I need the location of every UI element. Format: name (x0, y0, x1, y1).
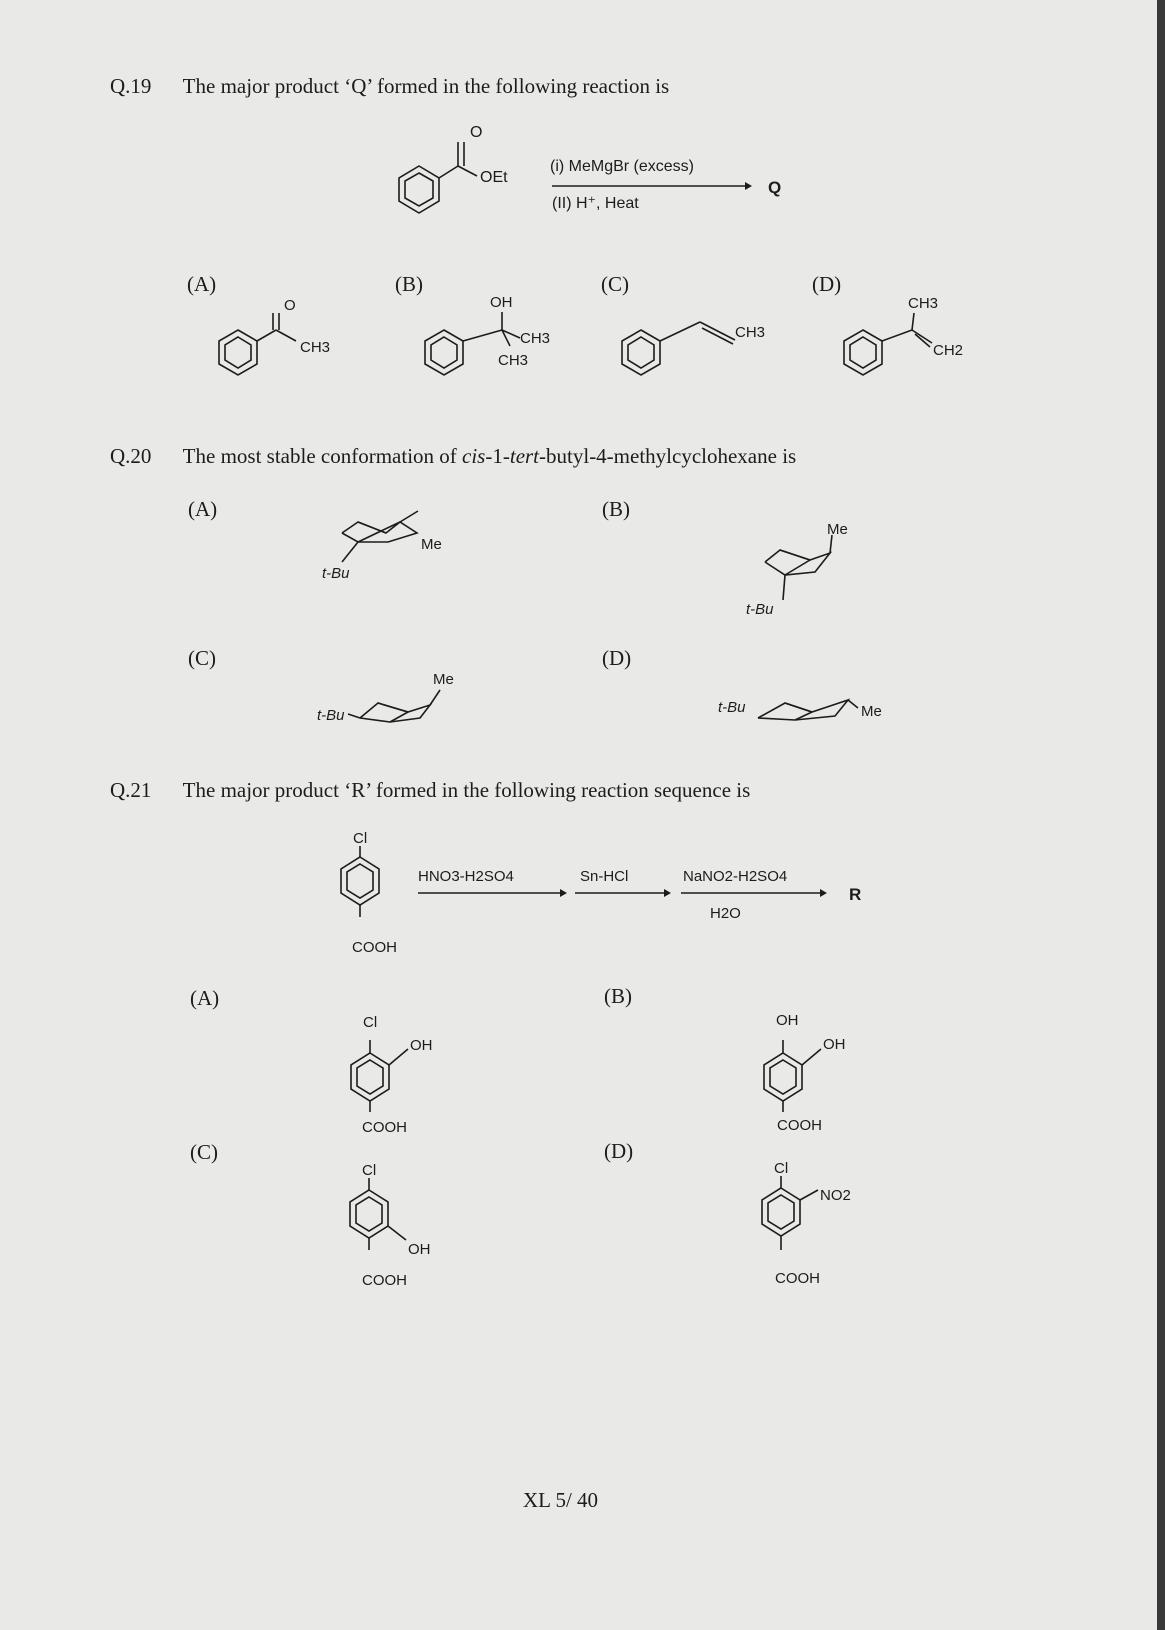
label-no2: NO2 (820, 1187, 851, 1204)
label-oh: OH (776, 1012, 799, 1029)
question-number: Q.21 (110, 778, 152, 802)
label-oet: OEt (480, 169, 508, 186)
q21-option-c-structure (350, 1162, 431, 1289)
product-q: Q (768, 178, 782, 197)
q19-option-b-label: (B) (395, 272, 423, 296)
label-ch3: CH3 (520, 330, 551, 347)
q21-option-c-label: (C) (190, 1140, 218, 1164)
label-cooh: COOH (775, 1270, 820, 1287)
label-cl: Cl (363, 1014, 378, 1031)
reagent-3: NaNO2-H2SO4 (683, 868, 788, 885)
label-cooh: COOH (352, 939, 397, 956)
reagent-1: HNO3-H2SO4 (418, 868, 514, 885)
label-oh: OH (410, 1037, 433, 1054)
reagent-bottom: (II) H⁺, Heat (552, 195, 639, 212)
q21-option-b-label: (B) (604, 984, 632, 1008)
q20-option-c-label: (C) (188, 646, 216, 670)
q19-option-d-label: (D) (812, 272, 842, 296)
label-me: Me (827, 521, 848, 538)
label-ch3: CH3 (735, 324, 766, 341)
reagent-3-bottom: H2O (710, 905, 741, 922)
label-ch2: CH2 (933, 342, 964, 359)
label-me: Me (861, 703, 882, 720)
reagent-2: Sn-HCl (580, 868, 629, 885)
q20-option-d-label: (D) (602, 646, 632, 670)
label-ch3: CH3 (300, 339, 331, 356)
page-footer: XL 5/ 40 (523, 1488, 599, 1512)
q20-option-a-label: (A) (188, 497, 218, 521)
product-r: R (849, 885, 862, 904)
question-number: Q.19 (110, 74, 152, 98)
q20-option-b-label: (B) (602, 497, 630, 521)
label-cooh: COOH (362, 1272, 407, 1289)
label-oh: OH (823, 1036, 846, 1053)
question-text: The major product ‘Q’ formed in the following reaction is (182, 74, 670, 98)
label-oh: OH (490, 294, 513, 311)
label-cooh: COOH (362, 1119, 407, 1136)
q19-option-a-label: (A) (187, 272, 217, 296)
question-text: The most stable conformation of cis-1-tert-butyl-4-methylcyclohexane is (182, 444, 797, 468)
label-cooh: COOH (777, 1117, 822, 1134)
label-tbu: t-Bu (718, 699, 746, 716)
question-text: The major product ‘R’ formed in the following reaction sequence is (182, 778, 751, 802)
label-o: O (284, 297, 296, 314)
reactant-4-chlorobenzoic-acid (341, 830, 397, 956)
q21-option-a-label: (A) (190, 986, 220, 1010)
q21-option-d-structure (762, 1160, 851, 1287)
label-cl: Cl (774, 1160, 789, 1177)
label-cl: Cl (353, 830, 368, 847)
question-number: Q.20 (110, 444, 152, 468)
label-tbu: t-Bu (322, 565, 350, 582)
label-me: Me (433, 671, 454, 688)
label-ch3: CH3 (498, 352, 529, 369)
label-oh: OH (408, 1241, 431, 1258)
q21-option-d-label: (D) (604, 1139, 634, 1163)
label-tbu: t-Bu (746, 601, 774, 618)
label-me: Me (421, 536, 442, 553)
q21-option-a-structure (351, 1014, 433, 1136)
q19-option-c-label: (C) (601, 272, 629, 296)
label-cl: Cl (362, 1162, 377, 1179)
label-o: O (470, 124, 483, 141)
label-ch3: CH3 (908, 295, 939, 312)
q21-option-b-structure (764, 1012, 846, 1134)
label-tbu: t-Bu (317, 707, 345, 724)
reagent-top: (i) MeMgBr (excess) (550, 158, 695, 175)
